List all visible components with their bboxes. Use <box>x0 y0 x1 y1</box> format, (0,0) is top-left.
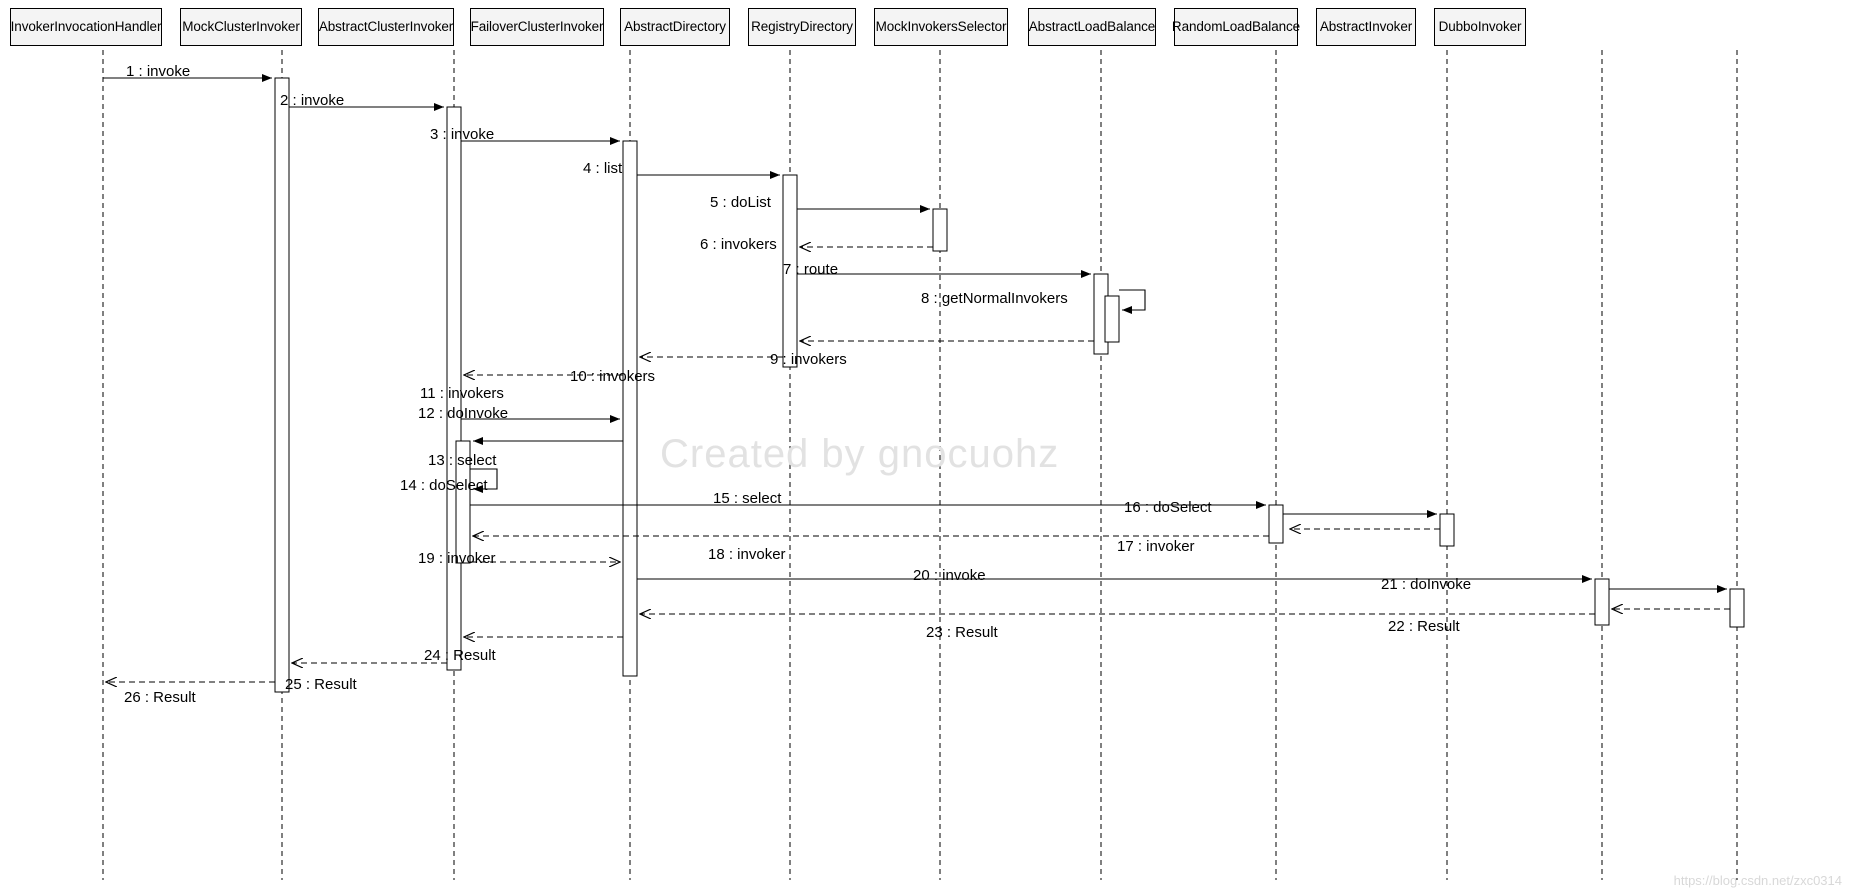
message-label-8: 8 : getNormalInvokers <box>921 290 1068 307</box>
participant-label: DubboInvoker <box>1438 19 1522 35</box>
activation-abstractloadbalance <box>1269 505 1283 543</box>
message-label-9: 9 : invokers <box>770 351 847 368</box>
participant-mockinvokersselector[interactable] <box>874 8 1008 46</box>
participant-label: RegistryDirectory <box>751 19 853 35</box>
activation-mockinvokersselector-self <box>1105 296 1119 342</box>
message-label-1: 1 : invoke <box>126 63 191 80</box>
participant-label: RandomLoadBalance <box>1171 19 1301 35</box>
activation-registrydirectory <box>933 209 947 251</box>
message-label-3: 3 : invoke <box>430 126 495 143</box>
participant-label: MockInvokersSelector <box>875 19 1007 35</box>
message-label-17: 17 : invoker <box>1117 538 1195 555</box>
activation-abstractinvoker <box>1595 579 1609 625</box>
participant-label: InvokerInvocationHandler <box>10 19 162 35</box>
message-label-7: 7 : route <box>783 261 839 278</box>
message-label-5: 5 : doList <box>710 194 771 211</box>
message-label-20: 20 : invoke <box>913 567 986 584</box>
message-label-25: 25 : Result <box>285 676 357 693</box>
message-label-10: 10 : invokers <box>570 368 656 385</box>
participant-abstractinvoker[interactable] <box>1316 8 1416 46</box>
participant-mockclusterinvoker[interactable] <box>180 8 302 46</box>
message-label-19: 19 : invoker <box>418 550 496 567</box>
participant-failoverclusterinvoker[interactable] <box>470 8 604 46</box>
participant-label: AbstractClusterInvoker <box>318 19 454 35</box>
message-label-13: 13 : select <box>428 452 497 469</box>
message-label-23: 23 : Result <box>926 624 998 641</box>
message-label-24: 24 : Result <box>424 647 496 664</box>
watermark-corner: https://blog.csdn.net/zxc0314 <box>1673 873 1842 888</box>
message-label-4: 4 : list <box>583 160 623 177</box>
message-arrows <box>103 78 1730 682</box>
message-label-21: 21 : doInvoke <box>1381 576 1472 593</box>
message-label-6: 6 : invokers <box>700 236 777 253</box>
participant-label: AbstractDirectory <box>624 19 726 35</box>
participant-label: AbstractLoadBalance <box>1028 19 1156 35</box>
participant-registrydirectory[interactable] <box>748 8 856 46</box>
message-label-18: 18 : invoker <box>708 546 786 563</box>
participant-label: MockClusterInvoker <box>182 19 300 35</box>
message-8 <box>1119 290 1145 310</box>
participant-invokerinvocationhandler[interactable] <box>10 8 162 46</box>
participant-abstractloadbalance[interactable] <box>1028 8 1156 46</box>
message-label-16: 16 : doSelect <box>1124 499 1212 516</box>
activation-mockclusterinvoker <box>275 78 289 692</box>
participant-randomloadbalance[interactable] <box>1171 8 1301 46</box>
activation-dubboinvoker <box>1730 589 1744 627</box>
message-label-2: 2 : invoke <box>280 92 345 109</box>
participant-label: AbstractInvoker <box>1319 19 1413 35</box>
activation-randomloadbalance <box>1440 514 1454 546</box>
message-label-12: 12 : doInvoke <box>418 405 509 422</box>
message-label-11: 11 : invokers <box>420 385 504 402</box>
participant-dubboinvoker[interactable] <box>1434 8 1526 46</box>
message-label-26: 26 : Result <box>124 689 196 706</box>
participant-abstractdirectory[interactable] <box>620 8 730 46</box>
participant-abstractclusterinvoker[interactable] <box>318 8 454 46</box>
activation-failoverclusterinvoker <box>623 141 637 676</box>
message-label-14: 14 : doSelect <box>400 477 488 494</box>
message-label-15: 15 : select <box>713 490 782 507</box>
watermark-center: Created by gnocuohz <box>660 432 1060 476</box>
participant-label: FailoverClusterInvoker <box>470 19 604 35</box>
message-label-22: 22 : Result <box>1388 618 1460 635</box>
